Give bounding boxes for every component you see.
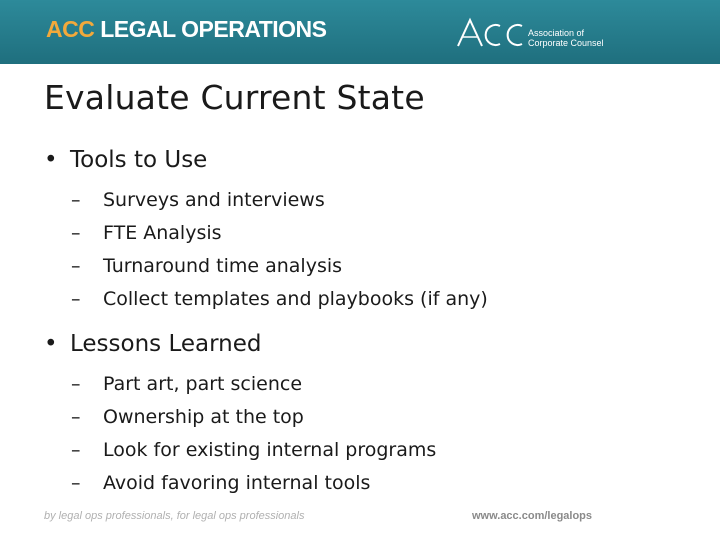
bullet-list <box>44 144 684 500</box>
acc-association-logo <box>456 14 606 54</box>
section-tools-to-use <box>44 144 684 316</box>
sub-list <box>44 184 684 316</box>
list-item-text: Look for existing internal programs <box>103 439 437 461</box>
logo-line-1: Association of <box>528 28 585 38</box>
list-item <box>44 283 684 316</box>
list-item <box>44 434 684 467</box>
dash-marker: – <box>71 406 81 428</box>
brand-logo <box>46 18 327 41</box>
footer-url[interactable]: www.acc.com/legalops <box>472 510 593 522</box>
dash-marker: – <box>71 373 81 395</box>
section-lessons-learned <box>44 328 684 500</box>
footer-tagline: by legal ops professionals, for legal ops professionals <box>44 510 305 522</box>
list-item <box>44 184 684 217</box>
section-heading <box>44 328 684 360</box>
list-item <box>44 401 684 434</box>
slide-title: Evaluate Current State <box>44 78 425 117</box>
list-item <box>44 368 684 401</box>
brand-legal-operations: LEGAL OPERATIONS <box>94 16 327 42</box>
list-item <box>44 467 684 500</box>
list-item-text: FTE Analysis <box>103 222 222 244</box>
section-heading-text: Tools to Use <box>70 147 208 173</box>
list-item-text: Turnaround time analysis <box>103 255 343 277</box>
list-item-text: Part art, part science <box>103 373 303 395</box>
section-heading-text: Lessons Learned <box>70 331 262 357</box>
logo-line-2: Corporate Counsel <box>528 38 604 48</box>
sub-list <box>44 368 684 500</box>
brand-acc: ACC <box>46 16 95 42</box>
bullet-marker: • <box>44 147 58 173</box>
list-item-text: Collect templates and playbooks (if any) <box>103 288 488 310</box>
list-item <box>44 217 684 250</box>
acc-logo-text <box>528 28 604 48</box>
dash-marker: – <box>71 255 81 277</box>
dash-marker: – <box>71 288 81 310</box>
list-item-text: Ownership at the top <box>103 406 304 428</box>
dash-marker: – <box>71 439 81 461</box>
list-item-text: Avoid favoring internal tools <box>103 472 371 494</box>
dash-marker: – <box>71 472 81 494</box>
list-item <box>44 250 684 283</box>
header-bar <box>0 0 720 64</box>
bullet-marker: • <box>44 331 58 357</box>
list-item-text: Surveys and interviews <box>103 189 325 211</box>
dash-marker: – <box>71 189 81 211</box>
dash-marker: – <box>71 222 81 244</box>
section-heading <box>44 144 684 176</box>
acc-logo-mark-icon <box>456 14 528 54</box>
